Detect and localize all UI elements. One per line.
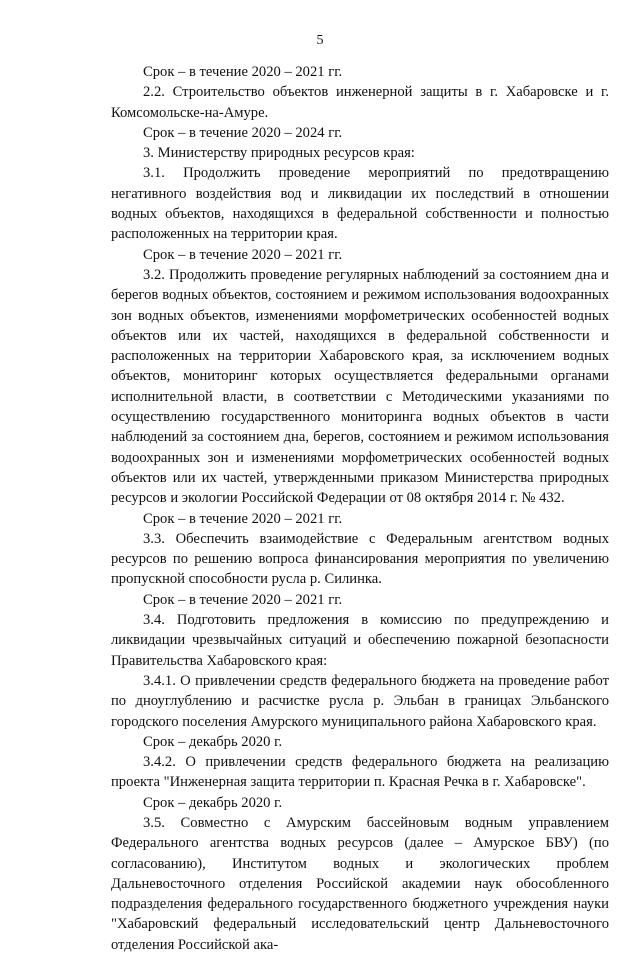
deadline-paragraph: Срок – декабрь 2020 г. [143, 733, 283, 750]
page-number: 5 [316, 33, 324, 48]
deadline-paragraph: Срок – декабрь 2020 г. [143, 794, 283, 811]
deadline-paragraph: Срок – в течение 2020 – 2021 гг. [143, 510, 343, 527]
item-paragraph-3-5: 3.5. Совместно с Амурским бассейновым водным управлением Федерального агентства водных ресурсов (далее – Амурское БВУ) (по согласованию), Институтом водных и экологических проблем Дальневосточного отделения Российской академии наук обособленного подразделения федерального государственного бюджетного учреждения науки "Хабаровский федеральный исследовательский центр Дальневосточного отделения Российской ака- [111, 814, 609, 953]
item-paragraph-3-2: 3.2. Продолжить проведение регулярных наблюдений за состоянием дна и берегов водных объектов, состоянием и режимом использования водоохранных зон водных объектов, изменениями морфометрических особенностей водных объектов или их частей, находящихся в федеральной собственности и расположенных на территории Хабаровского края, за исключением водных объектов, мониторинг которых осуществляется федеральными органами исполнительной власти, в соответствии с Методическими указаниями по осуществлению государственного мониторинга водных объектов в части наблюдений за состоянием дна, берегов, состоянием и режимом использования водоохранных зон и изменениями морфометрических особенностей водных объектов или их частей, утвержденными приказом Министерства природных ресурсов и экологии Российской Федерации от 08 октября 2014 г. № 432. [111, 266, 609, 507]
section-heading-3: 3. Министерству природных ресурсов края: [143, 145, 415, 162]
document-body [111, 62, 609, 955]
item-paragraph-3-4: 3.4. Подготовить предложения в комиссию по предупреждению и ликвидации чрезвычайных ситуаций и обеспечению пожарной безопасности Правительства Хабаровского края: [111, 612, 609, 669]
deadline-paragraph: Срок – в течение 2020 – 2021 гг. [143, 591, 343, 608]
item-paragraph-3-3: 3.3. Обеспечить взаимодействие с Федеральным агентством водных ресурсов по решению вопроса финансирования мероприятия по увеличению пропускной способности русла р. Силинка. [111, 530, 609, 588]
item-paragraph-3-4-2: 3.4.2. О привлечении средств федерального бюджета на реализацию проекта "Инженерная защита территории п. Красная Речка в г. Хабаровске". [111, 754, 609, 791]
deadline-paragraph: Срок – в течение 2020 – 2021 гг. [143, 64, 343, 80]
item-paragraph-2-2: 2.2. Строительство объектов инженерной защиты в г. Хабаровске и г. Комсомольске-на-Амуре. [111, 84, 609, 121]
deadline-paragraph: Срок – в течение 2020 – 2021 гг. [143, 246, 343, 263]
item-paragraph-3-1: 3.1. Продолжить проведение мероприятий по предотвращению негативного воздействия вод и ликвидации их последствий в отношении водных объектов, находящихся в федеральной собственности и полностью расположенных на территории края. [111, 165, 609, 243]
deadline-paragraph: Срок – в течение 2020 – 2024 гг. [143, 124, 343, 141]
item-paragraph-3-4-1: 3.4.1. О привлечении средств федерального бюджета на проведение работ по дноуглублению и расчистке русла р. Эльбан в границах Эльбанского городского поселения Амурского муниципального района Хабаровского края. [111, 672, 609, 730]
